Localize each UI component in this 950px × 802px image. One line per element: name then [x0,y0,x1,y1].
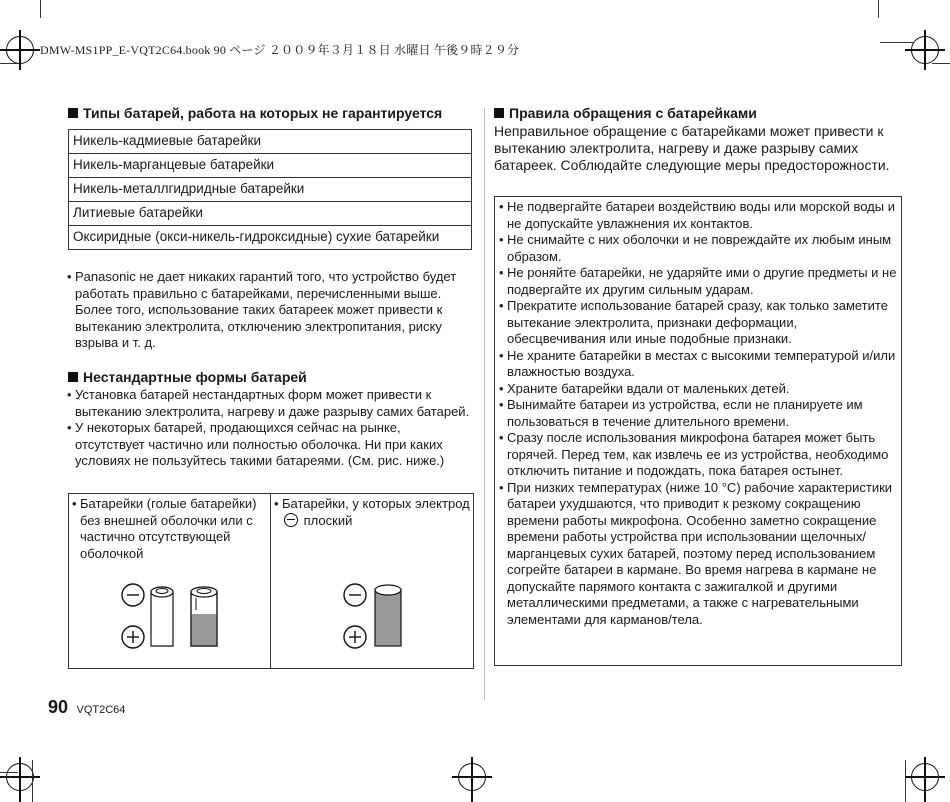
flat-battery-cell-icon [375,585,401,646]
battery-types-table [68,129,472,250]
table-cell: Никель-кадмиевые батарейки [69,130,472,154]
table-row [69,178,472,202]
minus-terminal-icon [344,584,366,606]
list-item: • Вынимайте батареи из устройства, если не планируете им пользоваться в течение длительного времени. [499,397,898,430]
crop-mark [0,63,18,64]
crop-mark [32,760,33,802]
heading-square-icon [68,108,78,118]
crop-mark [878,0,879,18]
crop-mark [40,0,41,18]
heading-text: Правила обращения с батарейками [509,105,757,121]
list-item: • Не снимайте с них оболочки и не повреждайте их любым иным образом. [499,232,898,265]
crop-mark [932,63,950,64]
table-row [69,130,472,154]
handling-rules-box [494,196,902,666]
bare-battery-illustration [119,580,239,652]
list-item: • Не подвергайте батареи воздействию воды или морской воды и не допускайте увлажнения их контактов. [499,199,898,232]
handling-rules-list [499,199,898,628]
figure-caption-right [274,496,470,529]
page-number: 90 [48,697,69,717]
plus-terminal-icon [344,626,366,648]
figure-caption-left [72,496,268,562]
list-item [274,496,470,529]
table-cell: Никель-марганцевые батарейки [69,154,472,178]
registration-mark-bottom-center [452,757,492,802]
heading-square-icon [68,372,78,382]
list-item: • Сразу после использования микрофона батарея может быть горячей. Перед тем, как извлечь ее из устройства, необходимо отключить питание и подождать, пока батарея остынет. [499,430,898,480]
table-cell: Литиевые батарейки [69,202,472,226]
nonstandard-bullets [67,387,471,470]
list-item: • У некоторых батарей, продающихся сейчас на рынке, отсутствует частично или полностью оболочка. Ни при каких условиях не пользуйтесь такими батареями. (См. рис. ниже.) [67,420,471,470]
list-item: • Храните батарейки вдали от маленьких детей. [499,381,898,398]
warranty-note [67,269,467,352]
registration-mark-top-right [905,30,945,70]
section-heading-nonstandard-shapes [68,369,307,385]
column-divider [484,108,485,700]
heading-square-icon [494,108,504,118]
page-footer [48,697,125,718]
minus-terminal-icon [122,584,144,606]
table-cell: Оксиридные (окси-никель-гидроксидные) сухие батарейки [69,226,472,250]
list-item: • При низких температурах (ниже 10 °C) рабочие характеристики батареи ухудшаются, что приводит к резкому сокращению времени работы микрофона. Особенно заметно сокращение времени работы устройства при использовании щелочных/марганцевых сухих батарей, поэтому перед использованием согрейте батареи в кармане. Во время нагрева в кармане не допускайте парямого контакта с зажигалкой и другими металлическими предметами, а также с нагревательными элементами для карманов/тела. [499,480,898,629]
list-item: • Батарейки (голые батарейки) без внешней оболочки или с частично отсутствующей оболочкой [72,496,268,562]
flat-electrode-battery-illustration [341,580,421,652]
list-item: • Не роняйте батарейки, не ударяйте ими о другие предметы и не подвергайте их другим сильным ударам. [499,265,898,298]
list-item: • Установка батарей нестандартных форм может привести к вытеканию электролита, нагреву и даже разрыву самих батарей. [67,387,471,420]
heading-text: Нестандартные формы батарей [83,369,307,385]
battery-figure-box [68,493,474,669]
section-heading-handling-rules [494,105,757,121]
section-heading-unsupported-batteries [68,105,442,121]
table-row [69,226,472,250]
bare-battery-cell-icon [151,587,173,646]
table-row [69,202,472,226]
crop-mark [880,42,914,43]
plus-terminal-icon [122,626,144,648]
table-cell: Никель-металлгидридные батарейки [69,178,472,202]
registration-mark-bottom-left [0,757,40,802]
list-item: • Не храните батарейки в местах с высокими температурой и/или влажностью воздуха. [499,348,898,381]
heading-text: Типы батарей, работа на которых не гарантируется [83,105,443,121]
registration-mark-top-left [0,30,40,70]
caption-text: плоский [303,512,353,528]
caption-text: Батарейки, у которых электрод [282,496,470,511]
registration-mark-bottom-right [905,757,945,802]
minus-circle-icon [284,513,298,527]
crop-mark [0,772,18,773]
print-header: DMW-MS1PP_E-VQT2C64.book 90 ページ ２００９年３月１８日 水曜日 午後９時２９分 [40,43,520,57]
figure-divider [270,494,271,668]
table-row [69,154,472,178]
list-item: • Panasonic не дает никаких гарантий того, что устройство будет работать правильно с батарейками, перечисленными выше. Более того, использование таких батареек может привести к вытеканию электролита, отключению электропитания, риску взрыва и т. д. [67,269,467,352]
list-item: • Прекратите использование батарей сразу, как только заметите вытекание электролита, признаки деформации, обесцвечивания или иные подобные признаки. [499,298,898,348]
document-code: VQT2C64 [76,704,126,716]
crop-mark [905,760,906,802]
handling-intro: Неправильное обращение с батарейками может привести к вытеканию электролита, нагреву и даже разрыву самих батареек. Соблюдайте следующие меры предосторожности. [494,123,890,173]
partial-jacket-battery-icon [191,587,217,646]
